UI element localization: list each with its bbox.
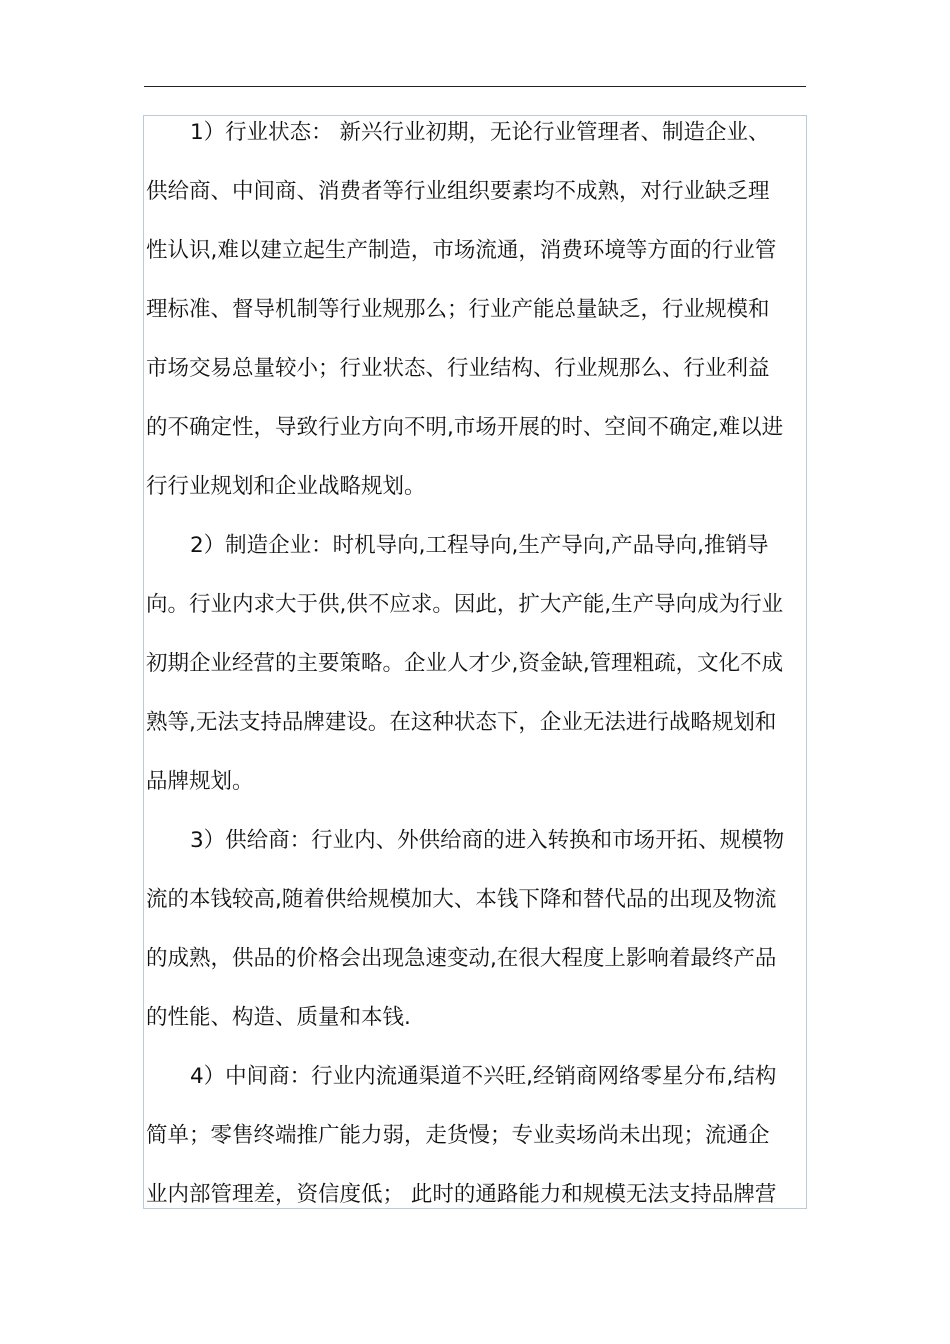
body-text xyxy=(146,116,807,1209)
text-frame xyxy=(143,115,807,1209)
paragraph-2-line: 熟等,无法支持品牌建设。在这种状态下，企业无法进行战略规划和 xyxy=(146,710,777,735)
paragraph-3-line: 的性能、构造、质量和本钱. xyxy=(146,1005,411,1030)
paragraph-1-line: 供给商、中间商、消费者等行业组织要素均不成熟，对行业缺乏理 xyxy=(146,179,770,204)
paragraph-1-line: 理标准、督导机制等行业规那么；行业产能总量缺乏，行业规模和 xyxy=(146,297,770,322)
paragraph-1-line: 市场交易总量较小；行业状态、行业结构、行业规那么、行业利益 xyxy=(146,356,770,381)
paragraph-3-line: 3）供给商：行业内、外供给商的进入转换和市场开拓、规模物 xyxy=(190,828,785,853)
paragraph-3-line: 流的本钱较高,随着供给规模加大、本钱下降和替代品的出现及物流 xyxy=(146,887,777,912)
paragraph-2-line: 2）制造企业：时机导向,工程导向,生产导向,产品导向,推销导 xyxy=(190,533,769,558)
paragraph-1-line: 的不确定性，导致行业方向不明,市场开展的时、空间不确定,难以进 xyxy=(146,415,784,440)
paragraph-4-line: 4）中间商：行业内流通渠道不兴旺,经销商网络零星分布,结构 xyxy=(190,1064,777,1089)
paragraph-4-line: 简单；零售终端推广能力弱，走货慢；专业卖场尚未出现；流通企 xyxy=(146,1123,770,1148)
paragraph-1-line: 1）行业状态： 新兴行业初期，无论行业管理者、制造企业、 xyxy=(190,120,770,145)
paragraph-2-line: 向。行业内求大于供,供不应求。因此，扩大产能,生产导向成为行业 xyxy=(146,592,784,617)
paragraph-3-line: 的成熟，供品的价格会出现急速变动,在很大程度上影响着最终产品 xyxy=(146,946,777,971)
paragraph-2-line: 品牌规划。 xyxy=(146,769,254,794)
paragraph-2-line: 初期企业经营的主要策略。企业人才少,资金缺,管理粗疏，文化不成 xyxy=(146,651,784,676)
paragraph-1-line: 行行业规划和企业战略规划。 xyxy=(146,474,426,499)
header-rule xyxy=(144,86,806,87)
paragraph-4-line: 业内部管理差，资信度低； 此时的通路能力和规模无法支持品牌营 xyxy=(146,1182,777,1207)
paragraph-1-line: 性认识,难以建立起生产制造，市场流通，消费环境等方面的行业管 xyxy=(146,238,777,263)
